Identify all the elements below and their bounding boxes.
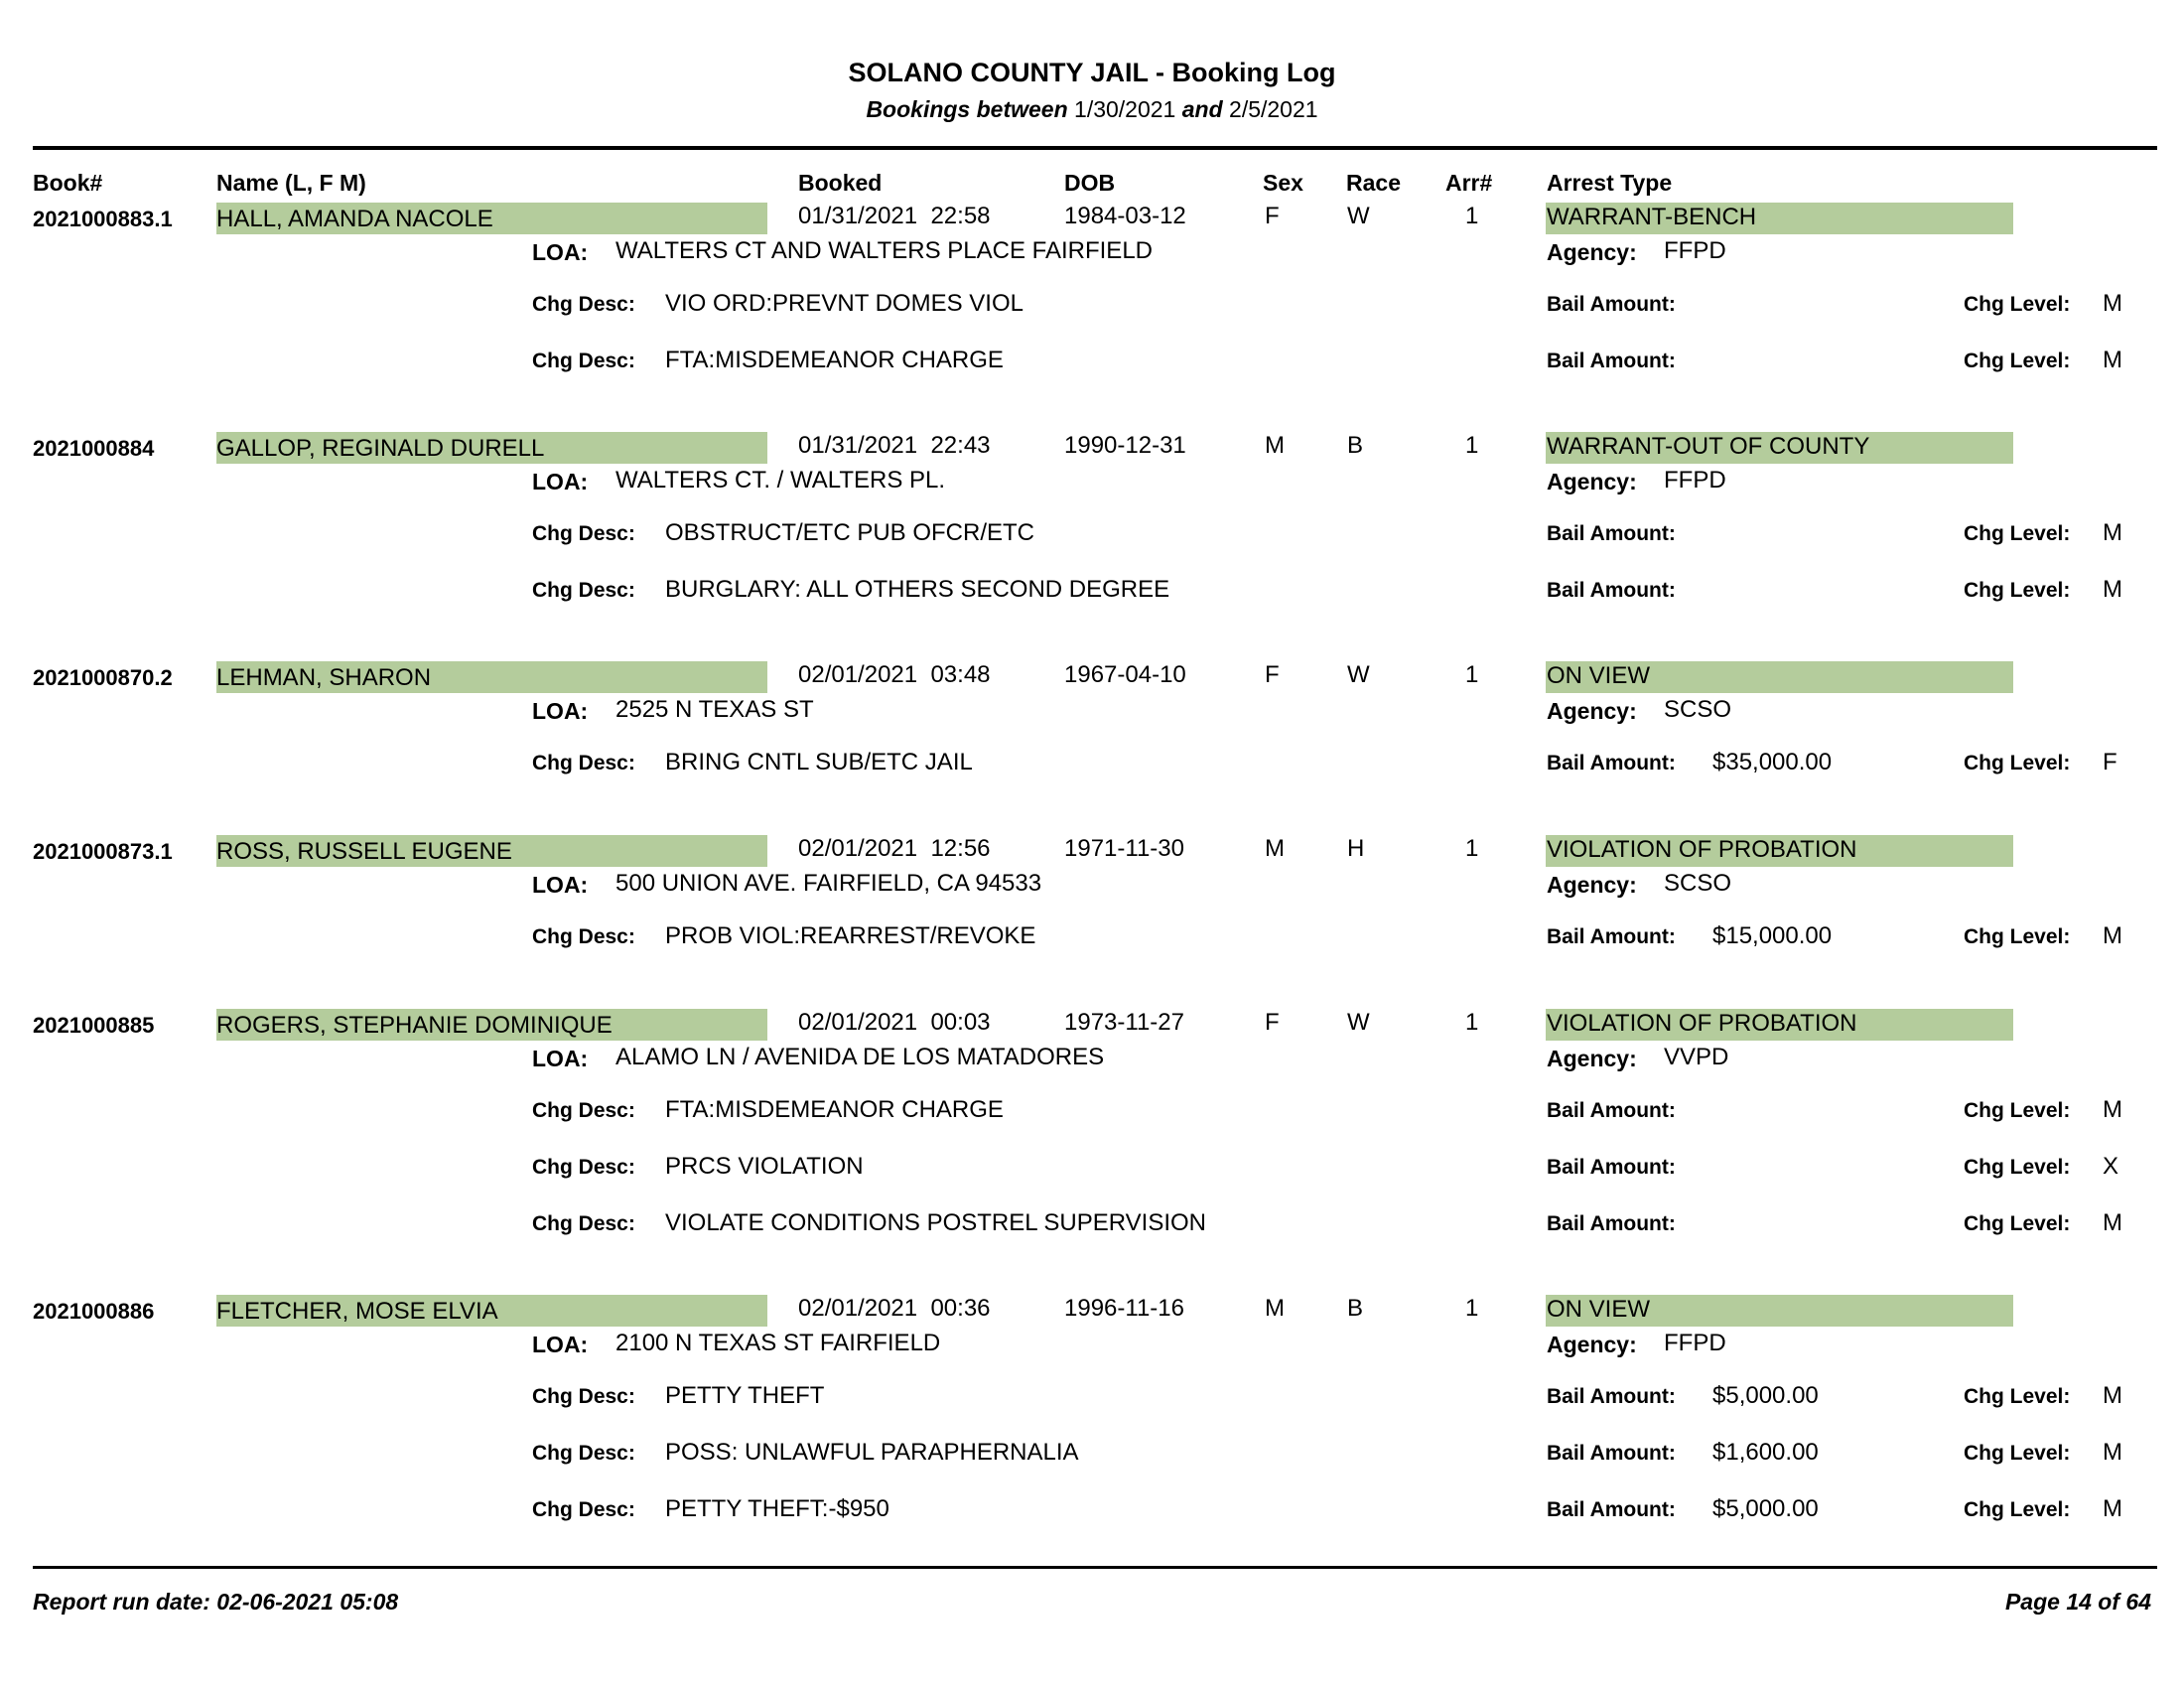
bail-amount-label: Bail Amount: [1547,925,1676,948]
bail-amount-label: Bail Amount: [1547,1099,1676,1122]
sex: F [1265,203,1280,229]
date-of-birth: 1984-03-12 [1064,203,1186,229]
bail-amount: $1,600.00 [1712,1439,1819,1466]
col-name: Name (L, F M) [216,170,366,196]
col-arrest-type: Arrest Type [1547,170,1673,196]
charge-desc-label: Chg Desc: [532,1099,635,1122]
book-number: 2021000873.1 [33,839,173,864]
sex: M [1265,1295,1285,1322]
agency: FFPD [1664,1330,1726,1356]
charge-description: BURGLARY: ALL OTHERS SECOND DEGREE [665,576,1170,603]
col-dob: DOB [1064,170,1116,196]
charge-level-label: Chg Level: [1964,925,2071,948]
col-race: Race [1346,170,1401,196]
arrest-number: 1 [1465,1009,1479,1036]
charge-level: M [2103,1495,2122,1522]
bail-amount-label: Bail Amount: [1547,579,1676,602]
date-of-birth: 1971-11-30 [1064,835,1184,862]
inmate-name: HALL, AMANDA NACOLE [216,206,493,232]
location-of-arrest: 2100 N TEXAS ST FAIRFIELD [615,1330,941,1356]
sex: F [1265,1009,1280,1036]
charge-desc-label: Chg Desc: [532,1442,635,1465]
charge-level: M [2103,519,2122,546]
date-from: 1/30/2021 [1074,96,1176,122]
col-booked: Booked [798,170,883,196]
location-of-arrest: WALTERS CT. / WALTERS PL. [615,467,946,493]
bail-amount: $35,000.00 [1712,749,1833,775]
race: W [1347,661,1370,688]
charge-description: BRING CNTL SUB/ETC JAIL [665,749,973,775]
inmate-name: FLETCHER, MOSE ELVIA [216,1298,498,1325]
booked-datetime: 02/01/2021 00:03 [798,1009,991,1036]
charge-level-label: Chg Level: [1964,1156,2071,1179]
location-of-arrest: ALAMO LN / AVENIDA DE LOS MATADORES [615,1044,1105,1070]
location-of-arrest: WALTERS CT AND WALTERS PLACE FAIRFIELD [615,237,1153,264]
agency-label: Agency: [1547,872,1637,898]
charge-level-label: Chg Level: [1964,1498,2071,1521]
charge-level: X [2103,1153,2119,1180]
inmate-name: GALLOP, REGINALD DURELL [216,435,545,462]
charge-level: M [2103,1096,2122,1123]
agency: FFPD [1664,467,1726,493]
agency-label: Agency: [1547,1332,1637,1357]
arrest-number: 1 [1465,203,1479,229]
arrest-number: 1 [1465,661,1479,688]
agency-label: Agency: [1547,1046,1637,1071]
loa-label: LOA: [532,698,589,724]
arrest-number: 1 [1465,835,1479,862]
charge-desc-label: Chg Desc: [532,925,635,948]
charge-level: M [2103,1382,2122,1409]
arrest-type: ON VIEW [1547,1296,1651,1323]
race: B [1347,432,1364,459]
charge-description: PETTY THEFT [665,1382,825,1409]
charge-level-label: Chg Level: [1964,522,2071,545]
charge-description: FTA:MISDEMEANOR CHARGE [665,347,1004,373]
charge-level: M [2103,347,2122,373]
race: B [1347,1295,1364,1322]
bail-amount-label: Bail Amount: [1547,1212,1676,1235]
book-number: 2021000885 [33,1013,155,1038]
charge-description: PETTY THEFT:-$950 [665,1495,889,1522]
charge-desc-label: Chg Desc: [532,1156,635,1179]
date-of-birth: 1996-11-16 [1064,1295,1184,1322]
bail-amount: $5,000.00 [1712,1382,1819,1409]
charge-description: VIOLATE CONDITIONS POSTREL SUPERVISION [665,1209,1207,1236]
bail-amount-label: Bail Amount: [1547,1385,1676,1408]
race: H [1347,835,1365,862]
race: W [1347,1009,1370,1036]
charge-level: M [2103,576,2122,603]
page-number: Page 14 of 64 [2004,1589,2151,1615]
sex: M [1265,835,1285,862]
col-arr: Arr# [1445,170,1493,196]
booked-datetime: 02/01/2021 12:56 [798,835,991,862]
loa-label: LOA: [532,469,589,494]
loa-label: LOA: [532,872,589,898]
agency: SCSO [1664,870,1732,897]
book-number: 2021000886 [33,1299,155,1324]
charge-level-label: Chg Level: [1964,350,2071,372]
book-number: 2021000883.1 [33,207,173,231]
charge-level-label: Chg Level: [1964,293,2071,316]
arrest-number: 1 [1465,432,1479,459]
booked-datetime: 02/01/2021 00:36 [798,1295,991,1322]
race: W [1347,203,1370,229]
arrest-type: WARRANT-BENCH [1547,204,1757,230]
charge-level: M [2103,922,2122,949]
booked-datetime: 01/31/2021 22:58 [798,203,991,229]
charge-level: F [2103,749,2117,775]
charge-level-label: Chg Level: [1964,579,2071,602]
col-book: Book# [33,170,103,196]
sex: M [1265,432,1285,459]
agency: VVPD [1664,1044,1729,1070]
book-number: 2021000884 [33,436,155,461]
date-to: 2/5/2021 [1229,96,1318,122]
arrest-type: WARRANT-OUT OF COUNTY [1547,433,1870,460]
agency-label: Agency: [1547,239,1637,265]
charge-description: OBSTRUCT/ETC PUB OFCR/ETC [665,519,1035,546]
loa-label: LOA: [532,1332,589,1357]
bail-amount-label: Bail Amount: [1547,522,1676,545]
charge-desc-label: Chg Desc: [532,293,635,316]
booked-datetime: 01/31/2021 22:43 [798,432,991,459]
agency-label: Agency: [1547,698,1637,724]
charge-level-label: Chg Level: [1964,1212,2071,1235]
bail-amount-label: Bail Amount: [1547,1498,1676,1521]
report-run-date: Report run date: 02-06-2021 05:08 [33,1589,399,1615]
book-number: 2021000870.2 [33,665,173,690]
charge-desc-label: Chg Desc: [532,1498,635,1521]
subtitle-and: and [1181,96,1223,122]
inmate-name: ROSS, RUSSELL EUGENE [216,838,512,865]
bail-amount-label: Bail Amount: [1547,293,1676,316]
booked-datetime: 02/01/2021 03:48 [798,661,991,688]
sex: F [1265,661,1280,688]
charge-desc-label: Chg Desc: [532,579,635,602]
report-title: SOLANO COUNTY JAIL - Booking Log [848,58,1336,87]
footer-rule [33,1566,2157,1569]
charge-level-label: Chg Level: [1964,1385,2071,1408]
arrest-type: VIOLATION OF PROBATION [1547,1010,1857,1037]
charge-level-label: Chg Level: [1964,1442,2071,1465]
inmate-name: ROGERS, STEPHANIE DOMINIQUE [216,1012,613,1039]
charge-level: M [2103,1209,2122,1236]
charge-level-label: Chg Level: [1964,752,2071,774]
charge-desc-label: Chg Desc: [532,752,635,774]
date-of-birth: 1973-11-27 [1064,1009,1184,1036]
report-subtitle [0,96,2184,123]
inmate-name: LEHMAN, SHARON [216,664,432,691]
charge-description: FTA:MISDEMEANOR CHARGE [665,1096,1004,1123]
location-of-arrest: 2525 N TEXAS ST [615,696,814,723]
subtitle-prefix: Bookings between [866,96,1068,122]
arrest-number: 1 [1465,1295,1479,1322]
charge-level-label: Chg Level: [1964,1099,2071,1122]
location-of-arrest: 500 UNION AVE. FAIRFIELD, CA 94533 [615,870,1042,897]
arrest-type: VIOLATION OF PROBATION [1547,836,1857,863]
bail-amount-label: Bail Amount: [1547,1442,1676,1465]
charge-level: M [2103,290,2122,317]
charge-description: PRCS VIOLATION [665,1153,864,1180]
loa-label: LOA: [532,1046,589,1071]
date-of-birth: 1990-12-31 [1064,432,1186,459]
date-of-birth: 1967-04-10 [1064,661,1186,688]
header-rule [33,146,2157,150]
charge-level: M [2103,1439,2122,1466]
bail-amount: $5,000.00 [1712,1495,1819,1522]
charge-description: VIO ORD:PREVNT DOMES VIOL [665,290,1024,317]
charge-desc-label: Chg Desc: [532,350,635,372]
charge-desc-label: Chg Desc: [532,522,635,545]
agency: SCSO [1664,696,1732,723]
col-sex: Sex [1263,170,1303,196]
agency-label: Agency: [1547,469,1637,494]
bail-amount-label: Bail Amount: [1547,1156,1676,1179]
charge-description: POSS: UNLAWFUL PARAPHERNALIA [665,1439,1079,1466]
charge-desc-label: Chg Desc: [532,1212,635,1235]
bail-amount-label: Bail Amount: [1547,350,1676,372]
loa-label: LOA: [532,239,589,265]
agency: FFPD [1664,237,1726,264]
arrest-type: ON VIEW [1547,662,1651,689]
charge-desc-label: Chg Desc: [532,1385,635,1408]
bail-amount-label: Bail Amount: [1547,752,1676,774]
charge-description: PROB VIOL:REARREST/REVOKE [665,922,1036,949]
bail-amount: $15,000.00 [1712,922,1833,949]
